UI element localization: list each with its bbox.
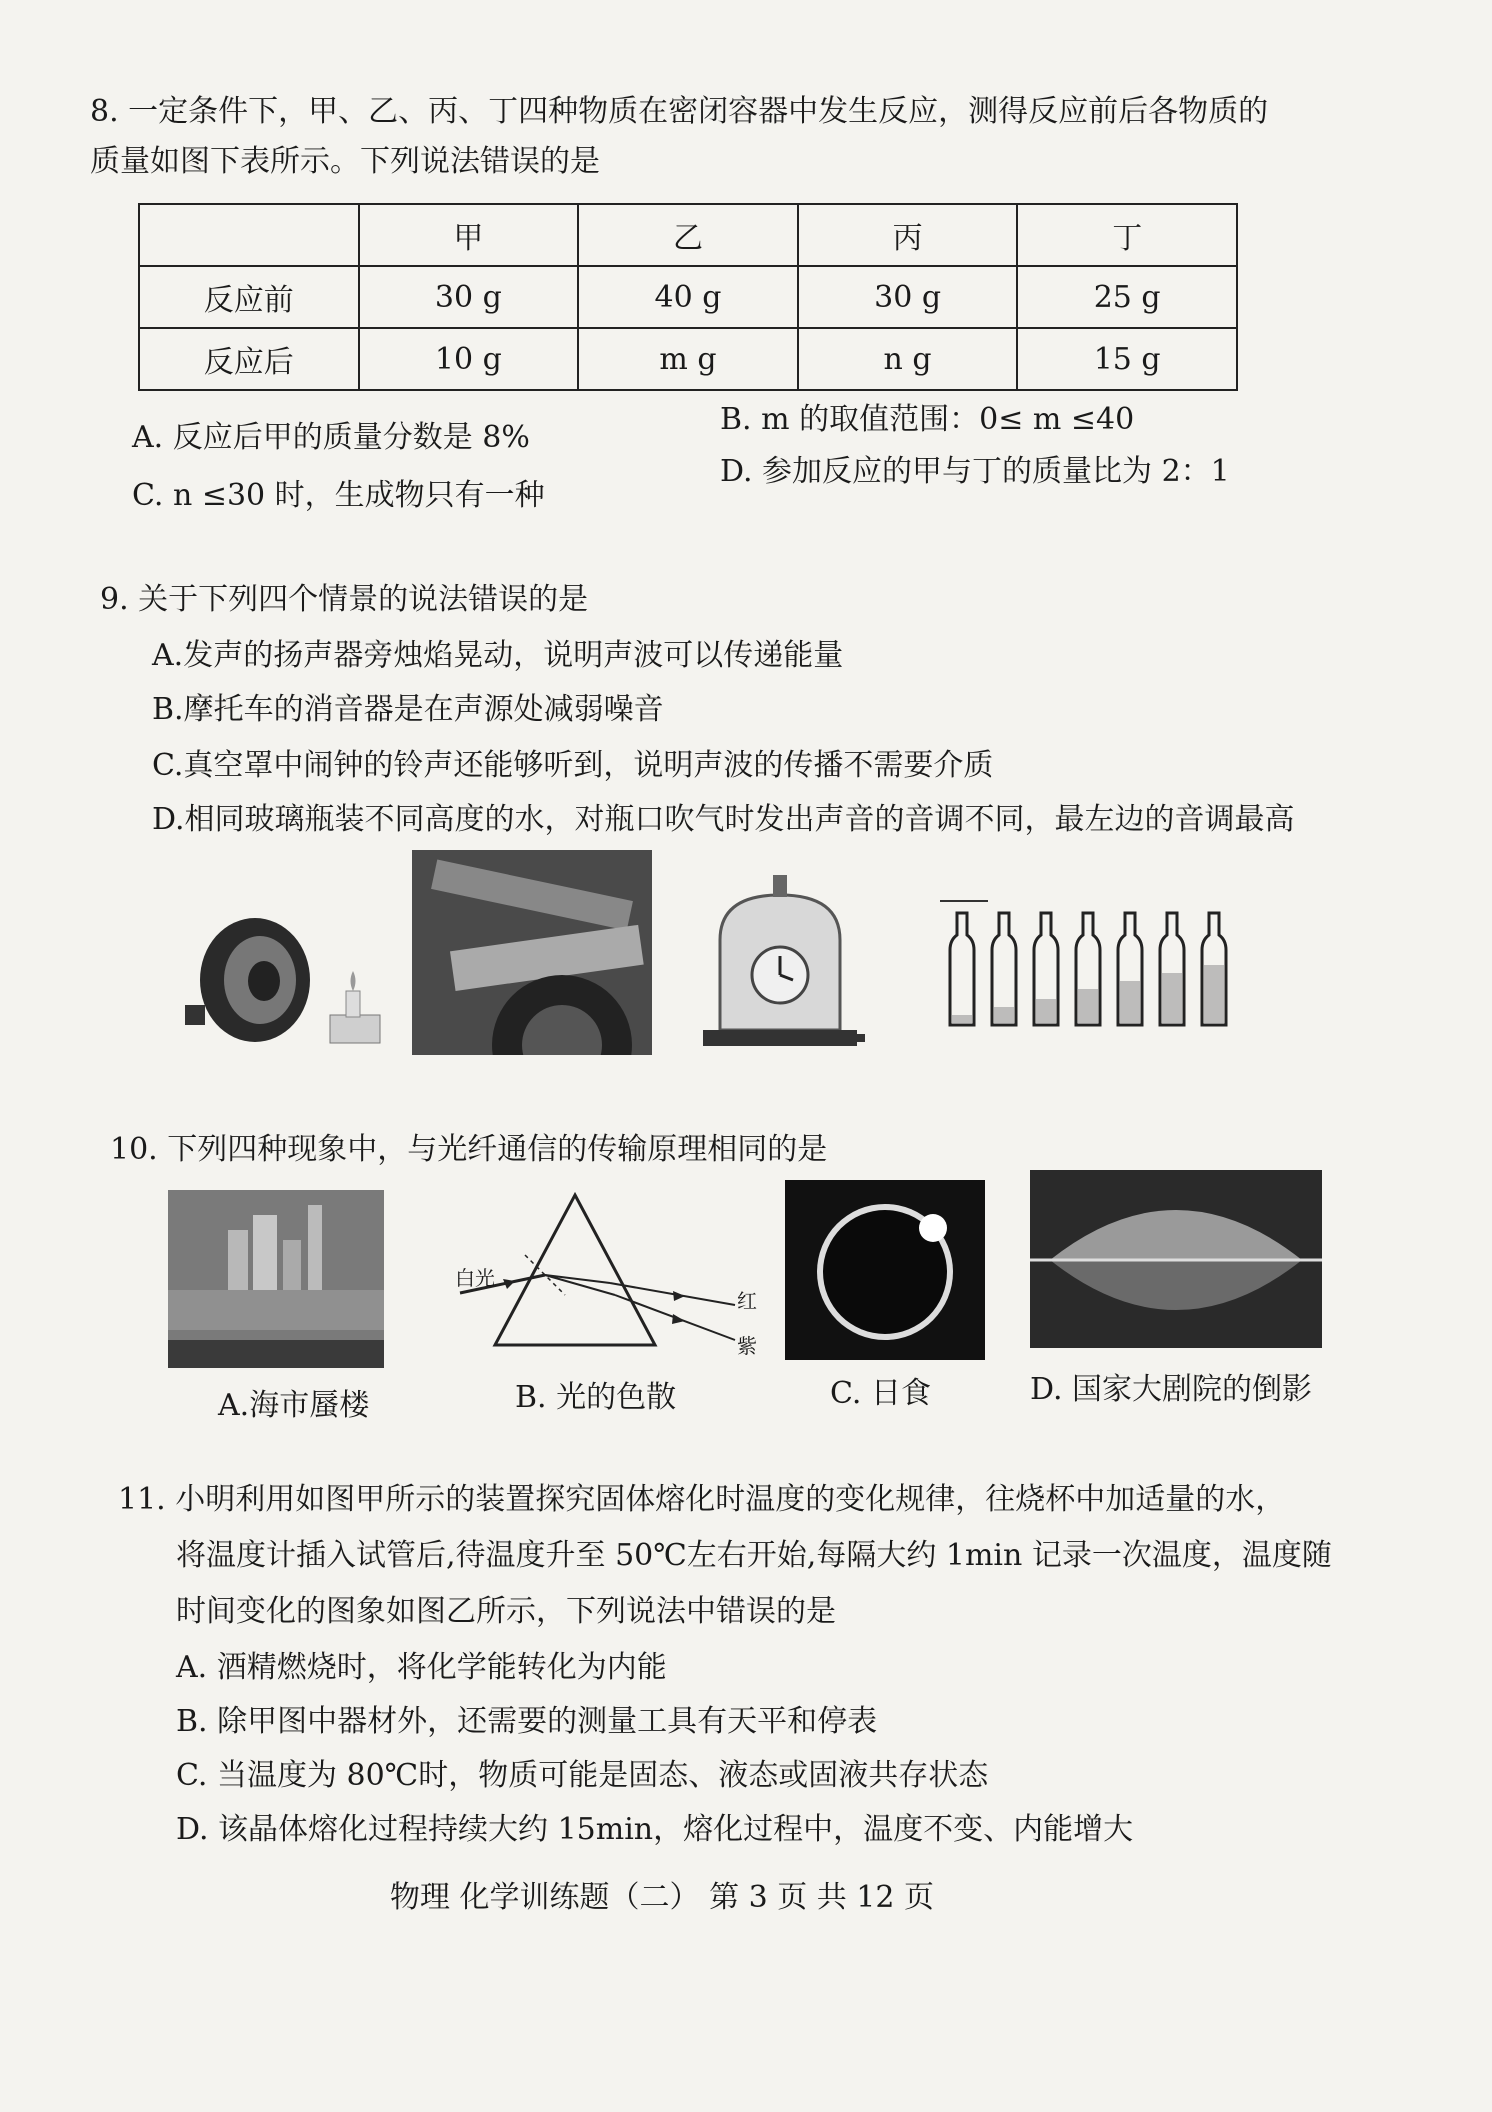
prism-dispersion-figure	[455, 1185, 755, 1355]
mirage-city-icon	[168, 1190, 384, 1368]
q11-stem-line3: 时间变化的图象如图乙所示，下列说法中错误的是	[176, 1594, 836, 1629]
speaker-candle-figure	[180, 905, 390, 1050]
table-header-jia: 甲	[359, 204, 579, 266]
mirage-photo	[168, 1190, 384, 1368]
q10-caption-d: D. 国家大剧院的倒影	[1030, 1372, 1313, 1407]
table-row	[139, 328, 1237, 390]
solar-eclipse-icon	[785, 1180, 985, 1360]
table-header-bing: 丙	[798, 204, 1018, 266]
table-cell	[139, 204, 359, 266]
prism-red-label: 红	[737, 1289, 757, 1313]
q8-option-c: C. n ≤30 时，生成物只有一种	[132, 478, 545, 513]
q11-option-a: A. 酒精燃烧时，将化学能转化为内能	[176, 1650, 667, 1685]
bell-jar-alarm-clock-figure	[695, 870, 865, 1055]
q8-option-a: A. 反应后甲的质量分数是 8%	[132, 420, 530, 455]
q11-option-b: B. 除甲图中器材外，还需要的测量工具有天平和停表	[176, 1704, 878, 1739]
table-cell: 15 g	[1017, 328, 1237, 390]
q11-option-c: C. 当温度为 80℃时，物质可能是固态、液态或固液共存状态	[176, 1758, 989, 1793]
q11-option-d: D. 该晶体熔化过程持续大约 15min，熔化过程中，温度不变、内能增大	[176, 1812, 1134, 1847]
q9-option-b: B.摩托车的消音器是在声源处减弱噪音	[152, 692, 664, 727]
motorcycle-muffler-photo	[412, 850, 652, 1055]
table-cell: 反应前	[139, 266, 359, 328]
table-cell: m g	[578, 328, 798, 390]
table-cell: 反应后	[139, 328, 359, 390]
q9-option-a: A.发声的扬声器旁烛焰晃动，说明声波可以传递能量	[152, 638, 844, 673]
motorcycle-muffler-icon	[412, 850, 652, 1055]
q9-stem: 9. 关于下列四个情景的说法错误的是	[100, 582, 589, 617]
q11-stem-line1: 11. 小明利用如图甲所示的装置探究固体熔化时温度的变化规律，往烧杯中加适量的水，	[118, 1482, 1286, 1517]
theater-reflection-icon	[1030, 1170, 1322, 1348]
page-footer: 物理 化学训练题（二） 第 3 页 共 12 页	[390, 1880, 935, 1915]
table-header-ding: 丁	[1017, 204, 1237, 266]
q9-option-d: D.相同玻璃瓶装不同高度的水，对瓶口吹气时发出声音的音调不同，最左边的音调最高	[152, 802, 1295, 837]
table-header-yi: 乙	[578, 204, 798, 266]
q10-caption-a: A.海市蜃楼	[218, 1388, 370, 1423]
table-row	[139, 266, 1237, 328]
q8-option-b: B. m 的取值范围：0≤ m ≤40	[720, 402, 1135, 437]
table-header-row	[139, 204, 1237, 266]
solar-eclipse-photo	[785, 1180, 985, 1360]
table-cell: 30 g	[798, 266, 1018, 328]
table-cell: 10 g	[359, 328, 579, 390]
table-cell: 40 g	[578, 266, 798, 328]
table-cell: 30 g	[359, 266, 579, 328]
q11-stem-line2: 将温度计插入试管后,待温度升至 50℃左右开始,每隔大约 1min 记录一次温度，温度随	[176, 1538, 1332, 1573]
table-cell: n g	[798, 328, 1018, 390]
q10-caption-b: B. 光的色散	[515, 1380, 677, 1415]
q8-option-d: D. 参加反应的甲与丁的质量比为 2：1	[720, 454, 1230, 489]
q8-mass-table	[138, 203, 1238, 391]
prism-white-light-label: 白光	[455, 1266, 495, 1290]
national-theater-reflection-photo	[1030, 1170, 1322, 1348]
q10-stem: 10. 下列四种现象中，与光纤通信的传输原理相同的是	[110, 1132, 828, 1167]
q9-option-c: C.真空罩中闹钟的铃声还能够听到，说明声波的传播不需要介质	[152, 748, 994, 783]
table-cell: 25 g	[1017, 266, 1237, 328]
prism-violet-label: 紫	[737, 1334, 757, 1358]
q8-stem-line2: 质量如图下表所示。下列说法错误的是	[90, 144, 600, 179]
q10-caption-c: C. 日食	[830, 1376, 931, 1411]
water-bottles-figure	[930, 895, 1280, 1055]
q8-stem-line1: 8. 一定条件下，甲、乙、丙、丁四种物质在密闭容器中发生反应，测得反应前后各物质的	[90, 94, 1269, 129]
